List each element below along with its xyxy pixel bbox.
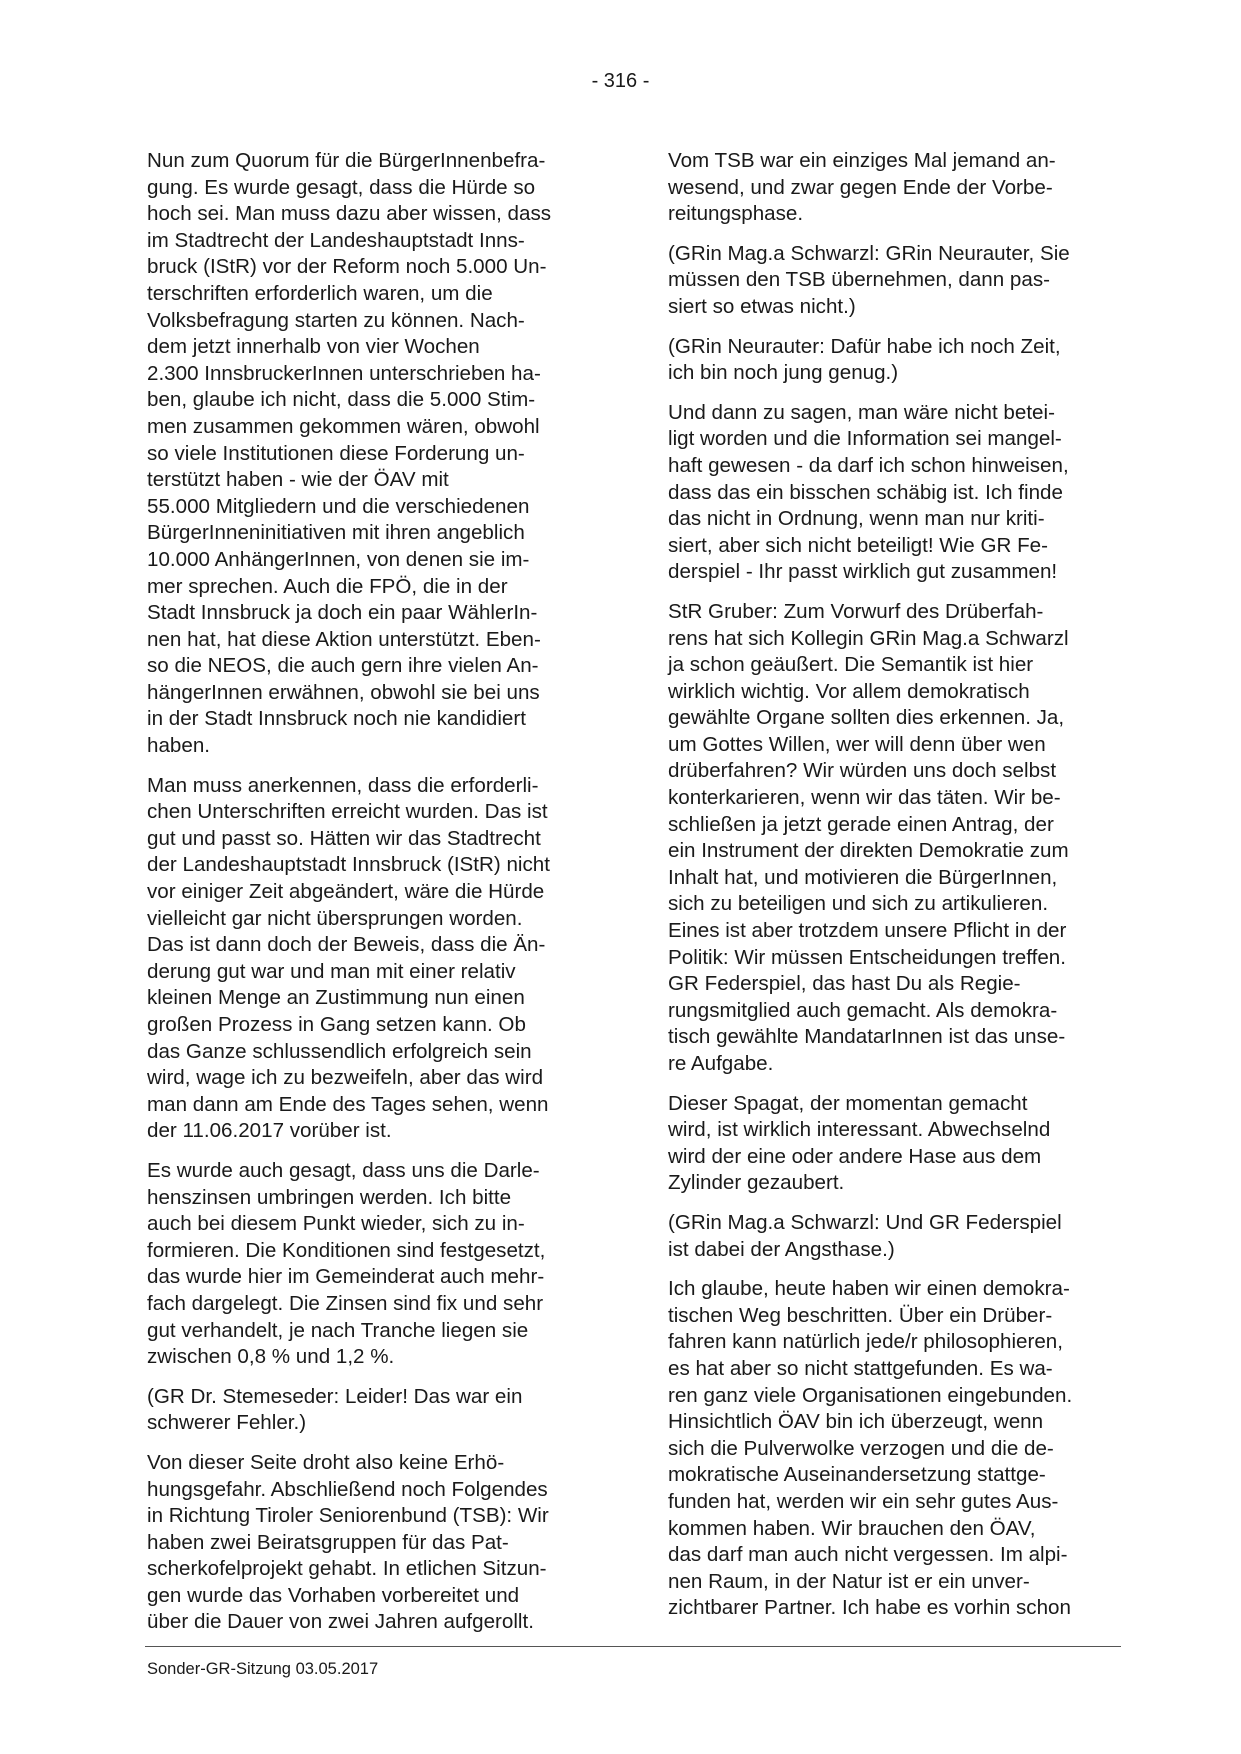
paragraph: Man muss anerkennen, dass die erforderli- chen Unterschriften erreicht wurden. Das ist gut und passt so. Hätten wir das Stadtrecht der Landeshauptstadt Innsbruck (IStR) nicht vor einiger Zeit abgeändert, wäre die Hürde vielleicht gar nicht übersprungen worden. Das ist dann doch der Beweis, dass die Än- derung gut war und man mit einer relativ kleinen Menge an Zustimmung nun einen großen Prozess in Gang setzen kann. Ob das Ganze schlussendlich erfolgreich sein wird, wage ich zu bezweifeln, aber das wird man dann am Ende des Tages sehen, wenn der 11.06.2017 vorüber ist. <box>147 773 550 1143</box>
page-number: - 316 - <box>591 70 650 92</box>
interjection: (GRin Mag.a Schwarzl: Und GR Federspiel ist dabei der Angsthase.) <box>668 1210 1062 1261</box>
paragraph: Es wurde auch gesagt, dass uns die Darle- henszinsen umbringen werden. Ich bitte auch bei diesem Punkt wieder, sich zu in- formieren. Die Konditionen sind festgesetzt, das wurde hier im Gemeinderat auch mehr- fach dargelegt. Die Zinsen sind fix und sehr gut verhandelt, je nach Tranche liegen sie zwischen 0,8 % und 1,2 %. <box>147 1158 546 1369</box>
paragraph: Vom TSB war ein einziges Mal jemand an- wesend, und zwar gegen Ende der Vorbe- reitungsphase. <box>668 149 1056 226</box>
paragraph: Und dann zu sagen, man wäre nicht betei- ligt worden und die Information sei mangel- haft gewesen - da darf ich schon hinweisen, dass das ein bisschen schäbig ist. Ich finde das nicht in Ordnung, wenn man nur kriti- siert, aber sich nicht beteiligt! Wie GR Fe- derspiel - Ihr passt wirklich gut zusammen! <box>668 400 1069 584</box>
right-column <box>668 148 1104 1635</box>
paragraph: Ich glaube, heute haben wir einen demokra- tischen Weg beschritten. Über ein Drüber- fahren kann natürlich jede/r philosophieren, es hat aber so nicht stattgefunden. Es wa- ren ganz viele Organisationen eingebunden. Hinsichtlich ÖAV bin ich überzeugt, wenn sich die Pulverwolke verzogen und die de- mokratische Auseinandersetzung stattge- funden hat, werden wir ein sehr gutes Aus- kommen haben. Wir brauchen den ÖAV, das darf man auch nicht vergessen. Im alpi- nen Raum, in der Natur ist er ein unver- zichtbarer Partner. Ich habe es vorhin schon <box>668 1277 1073 1620</box>
interjection: (GRin Neurauter: Dafür habe ich noch Zeit, ich bin noch jung genug.) <box>668 334 1061 385</box>
interjection: (GRin Mag.a Schwarzl: GRin Neurauter, Sie müssen den TSB übernehmen, dann pas- siert so etwas nicht.) <box>668 241 1070 318</box>
paragraph: Nun zum Quorum für die BürgerInnenbefra- gung. Es wurde gesagt, dass die Hürde so hoch sei. Man muss dazu aber wissen, dass im Stadtrecht der Landeshauptstadt Inns- bruck (IStR) vor der Reform noch 5.000 Un- terschriften erforderlich waren, um die Volksbefragung starten zu können. Nach- dem jetzt innerhalb von vier Wochen 2.300 InnsbruckerInnen unterschrieben ha- ben, glaube ich nicht, dass die 5.000 Stim- men zusammen gekommen wären, obwohl so viele Institutionen diese Forderung un- terstützt haben - wie der ÖAV mit 55.000 Mitgliedern und die verschiedenen BürgerInneninitiativen mit ihren angeblich 10.000 AnhängerInnen, von denen sie im- mer sprechen. Auch die FPÖ, die in der Stadt Innsbruck ja doch ein paar WählerIn- nen hat, hat diese Aktion unterstützt. Eben- so die NEOS, die auch gern ihre vielen An- hängerInnen erwähnen, obwohl sie bei uns in der Stadt Innsbruck noch nie kandidiert haben. <box>147 149 552 758</box>
left-column <box>147 148 583 1649</box>
speaker-paragraph: StR Gruber: Zum Vorwurf des Drüberfah- rens hat sich Kollegin GRin Mag.a Schwarzl ja schon geäußert. Die Semantik ist hier wirklich wichtig. Vor allem demokratisch gewählte Organe sollten dies erkennen. Ja, um Gottes Willen, wer will denn über wen drüberfahren? Wir würden uns doch selbst konterkarieren, wenn wir das täten. Wir be- schließen ja jetzt gerade einen Antrag, der ein Instrument der direkten Demokratie zum Inhalt hat, und motivieren die BürgerInnen, sich zu beteiligen und sich zu artikulieren. Eines ist aber trotzdem unsere Pflicht in der Politik: Wir müssen Entscheidungen treffen. GR Federspiel, das hast Du als Regie- rungsmitglied auch gemacht. Als demokra- tisch gewählte MandatarInnen ist das unse- re Aufgabe. <box>668 599 1069 1075</box>
footer-divider <box>145 1646 1121 1647</box>
interjection: (GR Dr. Stemeseder: Leider! Das war ein schwerer Fehler.) <box>147 1384 523 1435</box>
paragraph: Dieser Spagat, der momentan gemacht wird, ist wirklich interessant. Abwechselnd wird der eine oder andere Hase aus dem Zylinder gezaubert. <box>668 1091 1051 1195</box>
paragraph: Von dieser Seite droht also keine Erhö- hungsgefahr. Abschließend noch Folgendes in Richtung Tiroler Seniorenbund (TSB): Wir haben zwei Beiratsgruppen für das Pat- scherkofelprojekt gehabt. In etlichen Sitzun- gen wurde das Vorhaben vorbereitet und über die Dauer von zwei Jahren aufgerollt. <box>147 1450 549 1634</box>
footer-session-label: Sonder-GR-Sitzung 03.05.2017 <box>147 1660 379 1678</box>
